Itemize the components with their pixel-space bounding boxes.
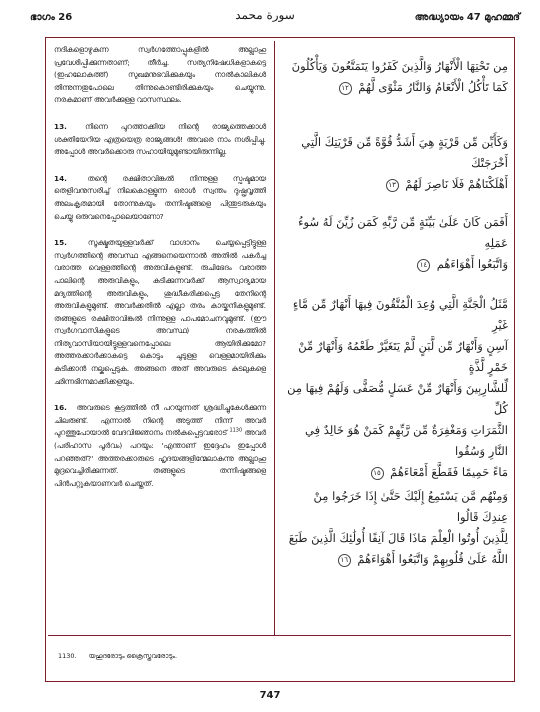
part-label: ഭാഗം 26 xyxy=(30,12,73,23)
translation-paragraph: 14. തന്റെ രക്ഷിതാവിങ്കൽ നിന്നുള്ള സ്പഷ്ടമായ തെളിവനുസരിച്ച് നിലകൊള്ളുന്ന ഒരാൾ സ്വന്തം ദുഷ്പ്രവൃത്തി അലംകൃതമായി തോന്നുകയും തന്നിഷ്ടങ്ങളെ പിന്തുടരുകയും ചെയ്യു ഒരുവനെപ്പോലെയാണോ? xyxy=(54,173,266,221)
page-header xyxy=(30,8,520,30)
verse-end-marker: ١٤ xyxy=(417,259,430,272)
arabic-verse: وَكَأَيِّن مِّن قَرْيَةٍ هِيَ أَشَدُّ قُوَّةً مِّن قَرْيَتِكَ الَّتِي أَخْرَجَتْكَ أَهْلَكْنَاهُمْ فَلَا نَاصِرَ لَهُمْ ١٣ xyxy=(301,135,508,191)
verse-number: 14. xyxy=(54,173,67,183)
footnote xyxy=(58,652,177,661)
arabic-verse: مِن تَحْتِهَا الْأَنْهَارُ وَالَّذِينَ كَفَرُوا يَتَمَتَّعُونَ وَيَأْكُلُونَ كَمَا تَأْكُلُ الْأَنْعَامُ وَالنَّارُ مَثْوًى لَّهُمْ ١٢ xyxy=(291,59,508,94)
footnote-ref[interactable]: 1130 xyxy=(229,428,243,435)
footnote-divider xyxy=(48,635,511,636)
verse-end-marker: ١٥ xyxy=(371,467,384,480)
page-number: 747 xyxy=(259,690,281,701)
surah-calligraphy: سورة محمد xyxy=(235,8,295,22)
verse-number: 13. xyxy=(54,121,67,131)
translation-paragraph: 15. സൂക്ഷ്മതയുള്ളവർക്ക് വാഗ്ദാനം ചെയ്യപ്പെട്ടിട്ടുള്ള സ്വർഗത്തിന്റെ അവസ്ഥ എങ്ങനെയെന്നാൽ അതിൽ പകർച്ച വരാത്ത വെള്ളത്തിന്റെ അരുവികളുണ്ട്. രുചിഭേദം വരാത്ത പാലിന്റെ അരുവികളും, കുടിക്കുന്നവർക്ക് ആസ്വാദ്യമായ മദ്യത്തിന്റെ അരുവികളും, ശുദ്ധീകരിക്കപ്പെട്ട തേനിന്റെ അരുവികളുമുണ്ട്. അവർക്കതിൽ എല്ലാ തരം കായ്കനികളുമുണ്ട്. തങ്ങളുടെ രക്ഷിതാവിങ്കൽ നിന്നുള്ള പാപമോചനവുമുണ്ട്. (ഈ സ്വർഗവാസികളുടെ അവസ്ഥ) നരകത്തിൽ നിത്യവാസിയായിട്ടുള്ളവനെപ്പോലെ ആയിരിക്കുമോ? അത്തരക്കാർക്കാകട്ടെ കൊടും ചുടുള്ള വെള്ളമായിരിക്കും കുടിക്കാൻ നല്കപ്പെടുക. അങ്ങനെ അത് അവരുടെ കുടലുകളെ ഛിന്നഭിന്നമാക്കിക്കളയും. xyxy=(54,238,266,386)
page-frame xyxy=(45,37,515,682)
verse-end-marker: ١٣ xyxy=(386,179,399,192)
chapter-label: അദ്ധ്യായം 47 മുഹമ്മദ് xyxy=(414,12,520,23)
footnote-number: 1130. xyxy=(58,652,77,660)
translation-column xyxy=(54,44,266,504)
arabic-verse: أَفَمَن كَانَ عَلَىٰ بَيِّنَةٍ مِّن رَّبِّهِ كَمَن زُيِّنَ لَهُ سُوءُ عَمَلِهِ وَاتَّبَعُوا أَهْوَاءَهُم ١٤ xyxy=(298,215,508,271)
translation-paragraph: നദികളൊഴുകുന്ന സ്വർഗത്തോപ്പുകളിൽ അല്ലാഹു പ്രവേശിപ്പിക്കുന്നതാണ്; തീർച്ച. സത്യനിഷേധികളാകട്ടെ (ഇഹലോകത്ത്) സുഖമനുഭവിക്കുകയും നാൽകാലികൾ തിന്നുന്നതുപോലെ തിന്നുകൊണ്ടിരിക്കുകയും ചെയ്യുന്നു. നരകമാണ് അവർക്കുള്ള വാസസ്ഥലം. xyxy=(54,45,266,105)
verse-number: 15. xyxy=(54,238,67,248)
verse-number: 16. xyxy=(54,403,67,413)
translation-paragraph: 13. നിന്നെ പുറത്താക്കിയ നിന്റെ രാജ്യത്തെക്കാൾ ശക്തിയേറിയ എത്രയെത്ര രാജ്യങ്ങൾ! അവരെ നാം നശിപ്പിച്ചു. അപ്പോൾ അവർക്കൊരു സഹായിയുമുണ്ടായിരുന്നില്ല. xyxy=(54,121,266,157)
verse-end-marker: ١٢ xyxy=(339,82,352,95)
arabic-verse: وَمِنْهُم مَّن يَسْتَمِعُ إِلَيْكَ حَتَّىٰ إِذَا خَرَجُوا مِنْ عِندِكَ قَالُوا لِلَّذِينَ أُوتُوا الْعِلْمَ مَاذَا قَالَ آنِفًا أُولَٰئِكَ الَّذِينَ طَبَعَ اللَّهُ عَلَىٰ قُلُوبِهِمْ وَاتَّبَعُوا أَهْوَاءَهُمْ ١٦ xyxy=(288,489,508,566)
footnote-text: യഹൂദരോടും ക്രൈസ്തവരോടും. xyxy=(88,652,178,660)
arabic-verse: مَّثَلُ الْجَنَّةِ الَّتِي وُعِدَ الْمُتَّقُونَ فِيهَا أَنْهَارٌ مِّن مَّاءٍ غَيْرِ آسِنٍ وَأَنْهَارٌ مِّن لَّبَنٍ لَّمْ يَتَغَيَّرْ طَعْمُهُ وَأَنْهَارٌ مِّنْ خَمْرٍ لَّذَّةٍ لِّلشَّارِبِينَ وَأَنْهَارٌ مِّنْ عَسَلٍ مُّصَفًّى وَلَهُمْ فِيهَا مِن كُلِّ الثَّمَرَاتِ وَمَغْفِرَةٌ مِّن رَّبِّهِمْ كَمَنْ هُوَ خَالِدٌ فِي النَّارِ وَسُقُوا مَاءً حَمِيمًا فَقَطَّعَ أَمْعَاءَهُمْ ١٥ xyxy=(287,297,508,479)
column-divider xyxy=(274,41,275,635)
verse-end-marker: ١٦ xyxy=(338,554,351,567)
translation-paragraph: 16. അവരുടെ കൂട്ടത്തിൽ നീ പറയുന്നത് ശ്രദ്ധിച്ചുകേൾക്കുന്ന ചിലരുണ്ട്. എന്നാൽ നിന്റെ അടുത്ത് നിന്ന് അവർ പുറത്തുപോയാൽ വേദവിജ്ഞാനം നൽകപ്പെട്ടവരോട് $^{1130}$ അവർ (പരിഹാസ പൂർവം) പറയും: 'എന്താണ് ഇദ്ദേഹം ഇപ്പോൾ പറഞ്ഞത്?' അത്തരക്കാരുടെ ഹൃദയങ്ങളിന്മേലാകുന്നു അല്ലാഹു മുദ്രവെച്ചിരിക്കുന്നത്. തങ്ങളുടെ തന്നിഷ്ടങ്ങളെ പിൻപറ്റുകയാണവർ ചെയ്തത്. xyxy=(54,403,267,488)
